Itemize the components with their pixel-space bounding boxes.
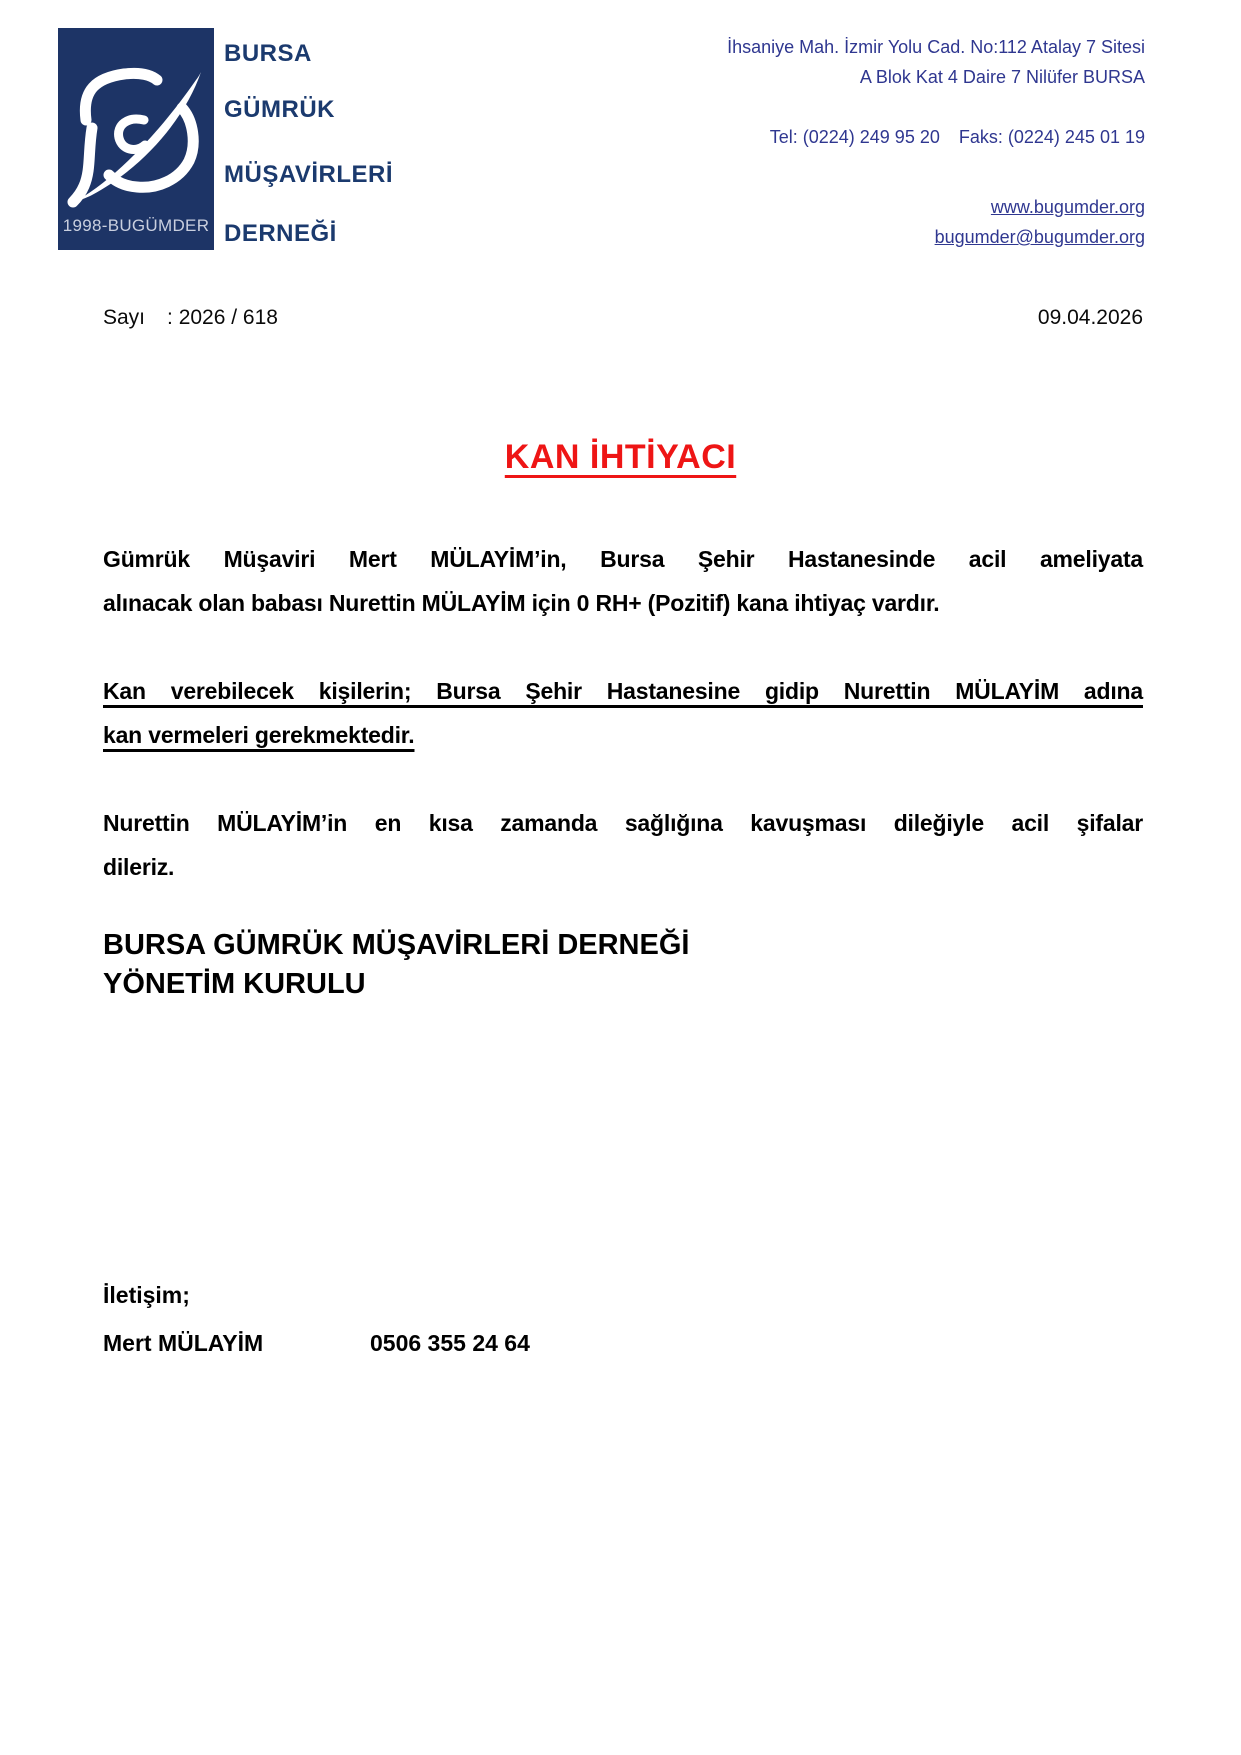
paragraph-3-line-1: Nurettin MÜLAYİM’in en kısa zamanda sağlığına kavuşması dileğiyle acil şifalar (103, 810, 1143, 836)
signature-block (103, 926, 689, 1004)
reference-number (103, 306, 278, 330)
document-date: 09.04.2026 (1037, 306, 1143, 329)
org-name-line-4: DERNEĞİ (224, 220, 337, 247)
footer-contact-label: İletişim; (103, 1282, 190, 1308)
org-name-line-3: MÜŞAVİRLERİ (224, 161, 394, 188)
logo-badge (58, 28, 214, 250)
footer-contact-phone: 0506 355 24 64 (370, 1330, 530, 1356)
tel-number: Tel: (0224) 249 95 20 (769, 127, 940, 147)
body-paragraph-1 (103, 537, 1143, 625)
website-link[interactable]: www.bugumder.org (990, 197, 1145, 217)
paragraph-2-line-2: kan vermeleri gerekmektedir. (103, 722, 415, 748)
body-paragraph-2 (103, 669, 1143, 757)
reference-label: Sayı (103, 306, 146, 329)
email-link[interactable]: bugumder@bugumder.org (934, 227, 1145, 247)
page-title: KAN İHTİYACI (504, 437, 737, 476)
contact-block (727, 36, 1145, 248)
paragraph-1-line-2: alınacak olan babası Nurettin MÜLAYİM için 0 RH+ (Pozitif) kana ihtiyaç vardır. (103, 590, 940, 616)
reference-value: : 2026 / 618 (167, 306, 278, 329)
signature-org-line: BURSA GÜMRÜK MÜŞAVİRLERİ DERNEĞİ (103, 929, 690, 961)
body-paragraph-3 (103, 801, 1143, 889)
address-line-2: A Blok Kat 4 Daire 7 Nilüfer BURSA (859, 67, 1145, 87)
org-name (224, 36, 584, 250)
footer-contact-name: Mert MÜLAYİM (103, 1330, 264, 1356)
address-line-1: İhsaniye Mah. İzmir Yolu Cad. No:112 Atalay 7 Sitesi (727, 37, 1145, 57)
fax-number: Faks: (0224) 245 01 19 (958, 127, 1145, 147)
footer-contact (103, 1281, 530, 1357)
phone-fax-line (727, 126, 1145, 148)
reference-row (103, 306, 1143, 330)
org-name-line-1: BURSA (224, 40, 312, 67)
paragraph-2-line-1: Kan verebilecek kişilerin; Bursa Şehir Hastanesine gidip Nurettin MÜLAYİM adına (103, 678, 1143, 704)
org-name-line-2: GÜMRÜK (224, 96, 335, 123)
signature-board-line: YÖNETİM KURULU (103, 968, 366, 1000)
paragraph-3-line-2: dileriz. (103, 854, 175, 880)
logo-year-label: 1998-BUGÜMDER (62, 216, 210, 235)
footer-contact-row (103, 1329, 530, 1357)
paragraph-1-line-1: Gümrük Müşaviri Mert MÜLAYİM’in, Bursa Şehir Hastanesinde acil ameliyata (103, 546, 1143, 572)
